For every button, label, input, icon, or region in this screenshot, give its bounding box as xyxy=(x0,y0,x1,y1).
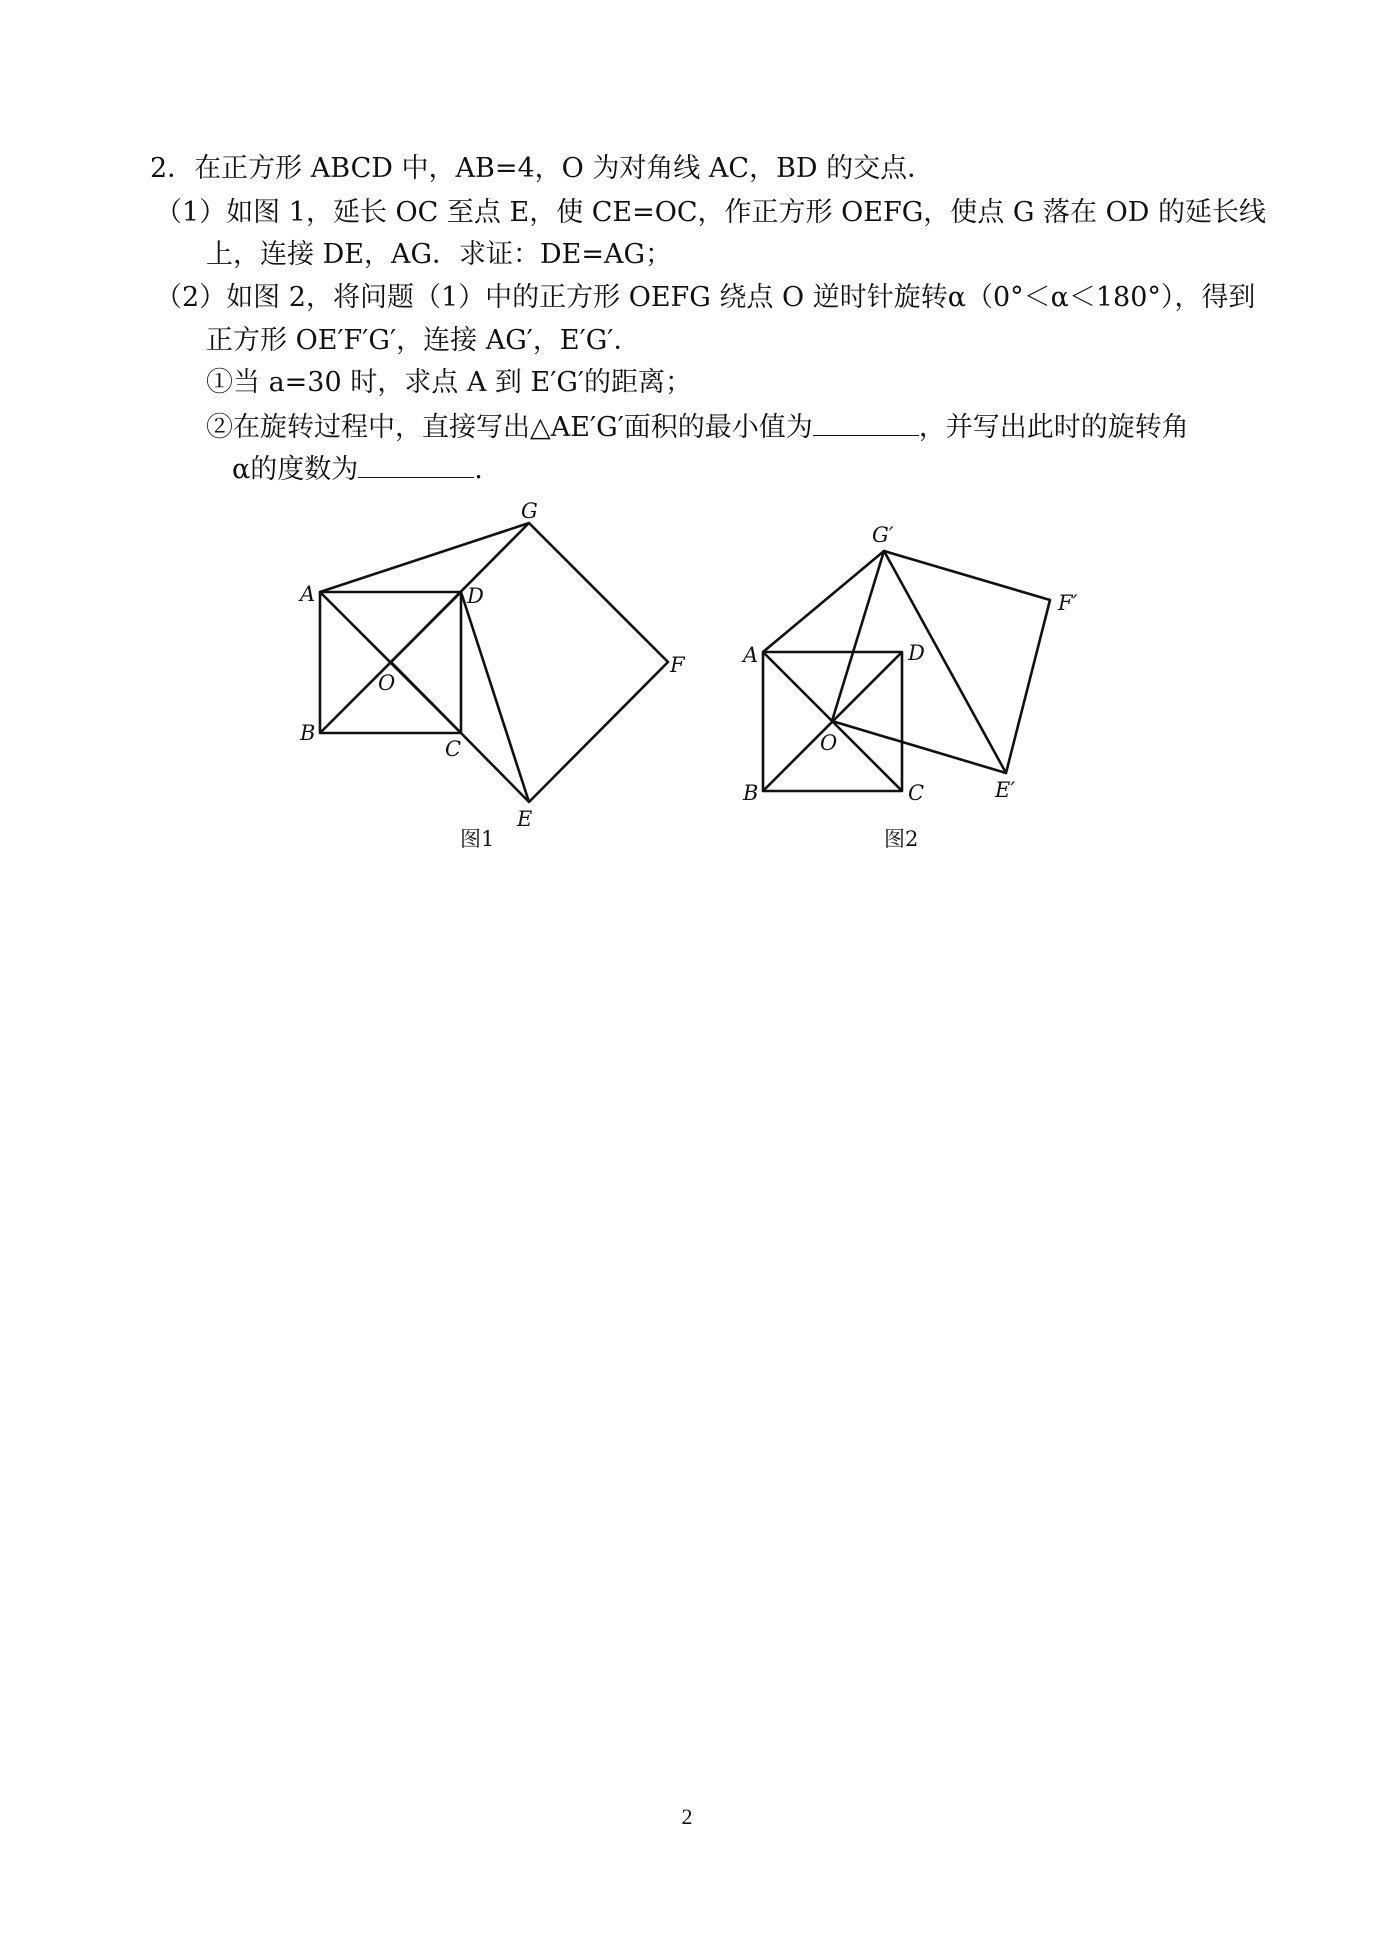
fig2-label-a: A xyxy=(743,643,759,667)
fig1-label-e: E xyxy=(517,807,533,831)
fig1-label-d: D xyxy=(467,584,484,608)
problem-stem-text: 2．在正方形 ABCD 中，AB=4，O 为对角线 AC，BD 的交点． xyxy=(150,153,935,184)
fig2-caption: 图2 xyxy=(884,827,919,851)
subquestion-2-line2-suffix: . xyxy=(474,454,483,485)
part1-line2-text: 上，连接 DE，AG．求证：DE=AG； xyxy=(206,239,673,270)
fig2-square-oefg-rotated xyxy=(832,551,1050,773)
fig2-label-b: B xyxy=(743,781,759,805)
subquestion-2-prefix: ②在旋转过程中，直接写出△AE′G′面积的最小值为 xyxy=(206,412,813,443)
figures-svg xyxy=(0,0,1374,900)
fig1-segment-de xyxy=(461,592,529,802)
fig1-label-o: O xyxy=(378,671,396,695)
fig1-label-a: A xyxy=(300,582,316,606)
fig2-label-e-prime: E′ xyxy=(995,778,1016,802)
fig1-square-oefg xyxy=(391,523,668,802)
part1-line1-text: （1）如图 1，延长 OC 至点 E，使 CE=OC，作正方形 OEFG，使点 G 落在 OD 的延长线 xyxy=(155,197,1266,228)
fig1-label-g: G xyxy=(521,499,538,523)
figure-1 xyxy=(320,523,668,802)
fig1-label-c: C xyxy=(445,737,462,761)
fig2-label-o: O xyxy=(820,731,838,755)
subquestion-1-text: ①当 a=30 时，求点 A 到 E′G′的距离； xyxy=(206,367,693,398)
fig2-label-g-prime: G′ xyxy=(872,523,894,547)
subquestion-2-suffix: ，并写出此时的旋转角 xyxy=(918,412,1189,443)
figure-2 xyxy=(763,551,1050,791)
fig1-segment-ag xyxy=(320,523,529,592)
figure-1-labels xyxy=(298,499,686,851)
fig2-segment-ag xyxy=(763,551,884,652)
fig1-caption: 图1 xyxy=(460,827,495,851)
fig2-label-d: D xyxy=(908,641,925,665)
fig1-label-b: B xyxy=(300,721,316,745)
part2-line2-text: 正方形 OE′F′G′，连接 AG′，E′G′． xyxy=(206,325,641,356)
subquestion-2-line2-prefix: α的度数为 xyxy=(232,454,359,485)
part2-line1-text: （2）如图 2，将问题（1）中的正方形 OEFG 绕点 O 逆时针旋转α（0°＜α＜180°），得到 xyxy=(155,282,1256,313)
fig1-label-f: F xyxy=(670,653,685,677)
fig2-label-c: C xyxy=(908,781,925,805)
page-number: 2 xyxy=(681,1804,693,1829)
fig2-label-f-prime: F′ xyxy=(1058,591,1078,615)
